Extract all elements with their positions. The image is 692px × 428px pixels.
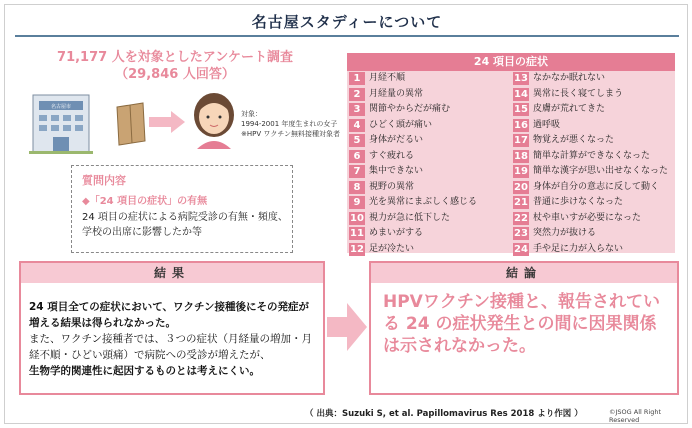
symptom-label: 月経量の異常 <box>369 88 424 99</box>
symptom-number: 16 <box>514 119 528 131</box>
question-heading: 質問内容 <box>82 174 126 187</box>
symptom-label: 身体がだるい <box>369 135 424 145</box>
symptom-number: 3 <box>349 103 365 116</box>
question-subheading: ◆「24 項目の症状」の有無 <box>82 196 208 207</box>
symptom-number: 1 <box>349 72 365 85</box>
question-body: 24 項目の症状による病院受診の有無・頻度、学校の出席に影響したか等 <box>82 212 288 238</box>
target-birth-years: 1994-2001 年度生まれの女子 <box>241 120 338 128</box>
list-item <box>511 102 675 118</box>
symptom-label: 視力が急に低下した <box>369 212 451 223</box>
source-citation: （ 出典：Suzuki S, et al. Papillomavirus Res 2018 より作図 ） <box>305 409 583 419</box>
list-item <box>347 226 511 242</box>
conclusion-body: HPVワクチン接種と、報告されている 24 の症状発生との間に因果関係は示されなかった。 <box>383 292 660 356</box>
symptom-label: なかなか眠れない <box>533 73 606 83</box>
result-header: 結果 <box>21 263 323 283</box>
symptom-label: 普通に歩けなくなった <box>533 197 624 207</box>
symptom-label: めまいがする <box>369 228 424 238</box>
symptom-label: 杖や車いすが必要になった <box>533 212 642 223</box>
list-item <box>347 195 511 211</box>
symptom-label: 簡単な計算ができなくなった <box>533 150 651 161</box>
target-description <box>241 109 340 139</box>
conclusion-header: 結論 <box>371 263 677 283</box>
building-sign: 名古屋市 <box>50 104 72 110</box>
slide-frame <box>4 4 688 424</box>
result-panel <box>19 261 325 395</box>
symptom-number: 24 <box>514 243 528 255</box>
symptoms-list-right <box>511 71 675 257</box>
symptom-number: 12 <box>350 243 364 255</box>
symptom-number: 15 <box>514 104 528 115</box>
symptom-number: 2 <box>349 88 365 101</box>
list-item <box>347 164 511 180</box>
list-item <box>347 102 511 118</box>
symptom-label: 月経不順 <box>369 73 406 83</box>
list-item <box>511 118 675 134</box>
symptom-number: 10 <box>350 212 364 224</box>
symptom-number: 7 <box>349 165 365 178</box>
symptom-label: すぐ疲れる <box>369 150 415 161</box>
question-box <box>71 165 293 253</box>
result-paragraph-1: 24 項目全ての症状において、ワクチン接種後にその発症が増える結果は得られなかった。 <box>29 301 310 329</box>
list-item <box>511 71 675 87</box>
symptom-number: 11 <box>350 228 364 239</box>
list-item <box>511 211 675 227</box>
symptom-number: 6 <box>349 150 365 163</box>
survey-count: 71,177 人を対象としたアンケート調査 <box>57 50 293 65</box>
symptoms-panel <box>347 53 675 253</box>
list-item <box>347 71 511 87</box>
list-item <box>347 149 511 165</box>
list-item <box>347 133 511 149</box>
symptom-label: 光を異常にまぶしく感じる <box>369 197 478 207</box>
symptom-label: 突然力が抜ける <box>533 228 597 238</box>
symptom-number: 20 <box>514 181 528 193</box>
symptom-number: 17 <box>514 135 528 146</box>
symptoms-header: 24 項目の症状 <box>347 53 675 71</box>
list-item <box>511 133 675 149</box>
copyright: ©JSOG All Right Reserved <box>609 408 662 424</box>
symptom-number: 18 <box>514 150 528 162</box>
result-body <box>29 299 319 379</box>
symptom-label: 視野の異常 <box>369 181 415 192</box>
survey-respondents: （29,846 人回答） <box>115 67 235 82</box>
list-item <box>347 118 511 134</box>
result-paragraph-2: また、ワクチン接種者では、３つの症状（月経量の増加・月経不順・ひどい頭痛）で病院への受診が増えたが、 <box>29 333 312 361</box>
symptom-label: 関節やからだが痛む <box>369 104 451 114</box>
symptom-label: ひどく頭が痛い <box>369 119 433 130</box>
arrow-right-icon <box>327 301 367 353</box>
list-item <box>511 87 675 103</box>
symptom-label: 異常に長く寝てしまう <box>533 88 624 99</box>
title-divider <box>15 35 679 37</box>
target-label: 対象： <box>241 110 262 118</box>
symptom-number: 8 <box>349 181 365 194</box>
result-paragraph-3: 生物学的関連性に起因するものとは考えにくい。 <box>29 365 260 377</box>
symptom-number: 22 <box>514 212 528 224</box>
symptom-label: 過呼吸 <box>533 119 561 130</box>
symptom-number: 19 <box>514 166 528 177</box>
city-building-icon <box>29 89 93 155</box>
symptom-label: 簡単な漢字が思い出せなくなった <box>533 166 669 176</box>
page-title: 名古屋スタディーについて <box>251 13 443 31</box>
symptom-number: 4 <box>349 119 365 132</box>
conclusion-panel <box>369 261 679 395</box>
symptom-label: 物覚えが悪くなった <box>533 135 615 145</box>
symptom-label: 足が冷たい <box>369 243 415 254</box>
symptoms-list-left <box>347 71 511 257</box>
list-item <box>511 149 675 165</box>
symptom-label: 身体が自分の意志に反して動く <box>533 181 660 192</box>
female-student-icon <box>189 89 239 149</box>
list-item <box>511 226 675 242</box>
list-item <box>347 180 511 196</box>
symptom-number: 5 <box>349 134 365 147</box>
symptom-number: 21 <box>514 197 528 208</box>
list-item <box>511 195 675 211</box>
symptom-number: 9 <box>349 196 365 209</box>
symptom-label: 集中できない <box>369 166 424 176</box>
list-item <box>347 242 511 258</box>
symptom-number: 23 <box>514 228 528 239</box>
symptom-number: 13 <box>514 73 528 84</box>
survey-package-icon <box>113 101 147 147</box>
list-item <box>347 87 511 103</box>
list-item <box>347 211 511 227</box>
symptom-label: 手や足に力が入らない <box>533 243 624 254</box>
list-item <box>511 180 675 196</box>
symptom-number: 14 <box>514 88 528 100</box>
arrow-right-icon <box>149 111 185 133</box>
list-item <box>511 242 675 258</box>
list-item <box>511 164 675 180</box>
symptom-label: 皮膚が荒れてきた <box>533 104 606 114</box>
target-note: ※HPV ワクチン無料接種対象者 <box>241 130 341 138</box>
survey-heading <box>25 49 325 83</box>
